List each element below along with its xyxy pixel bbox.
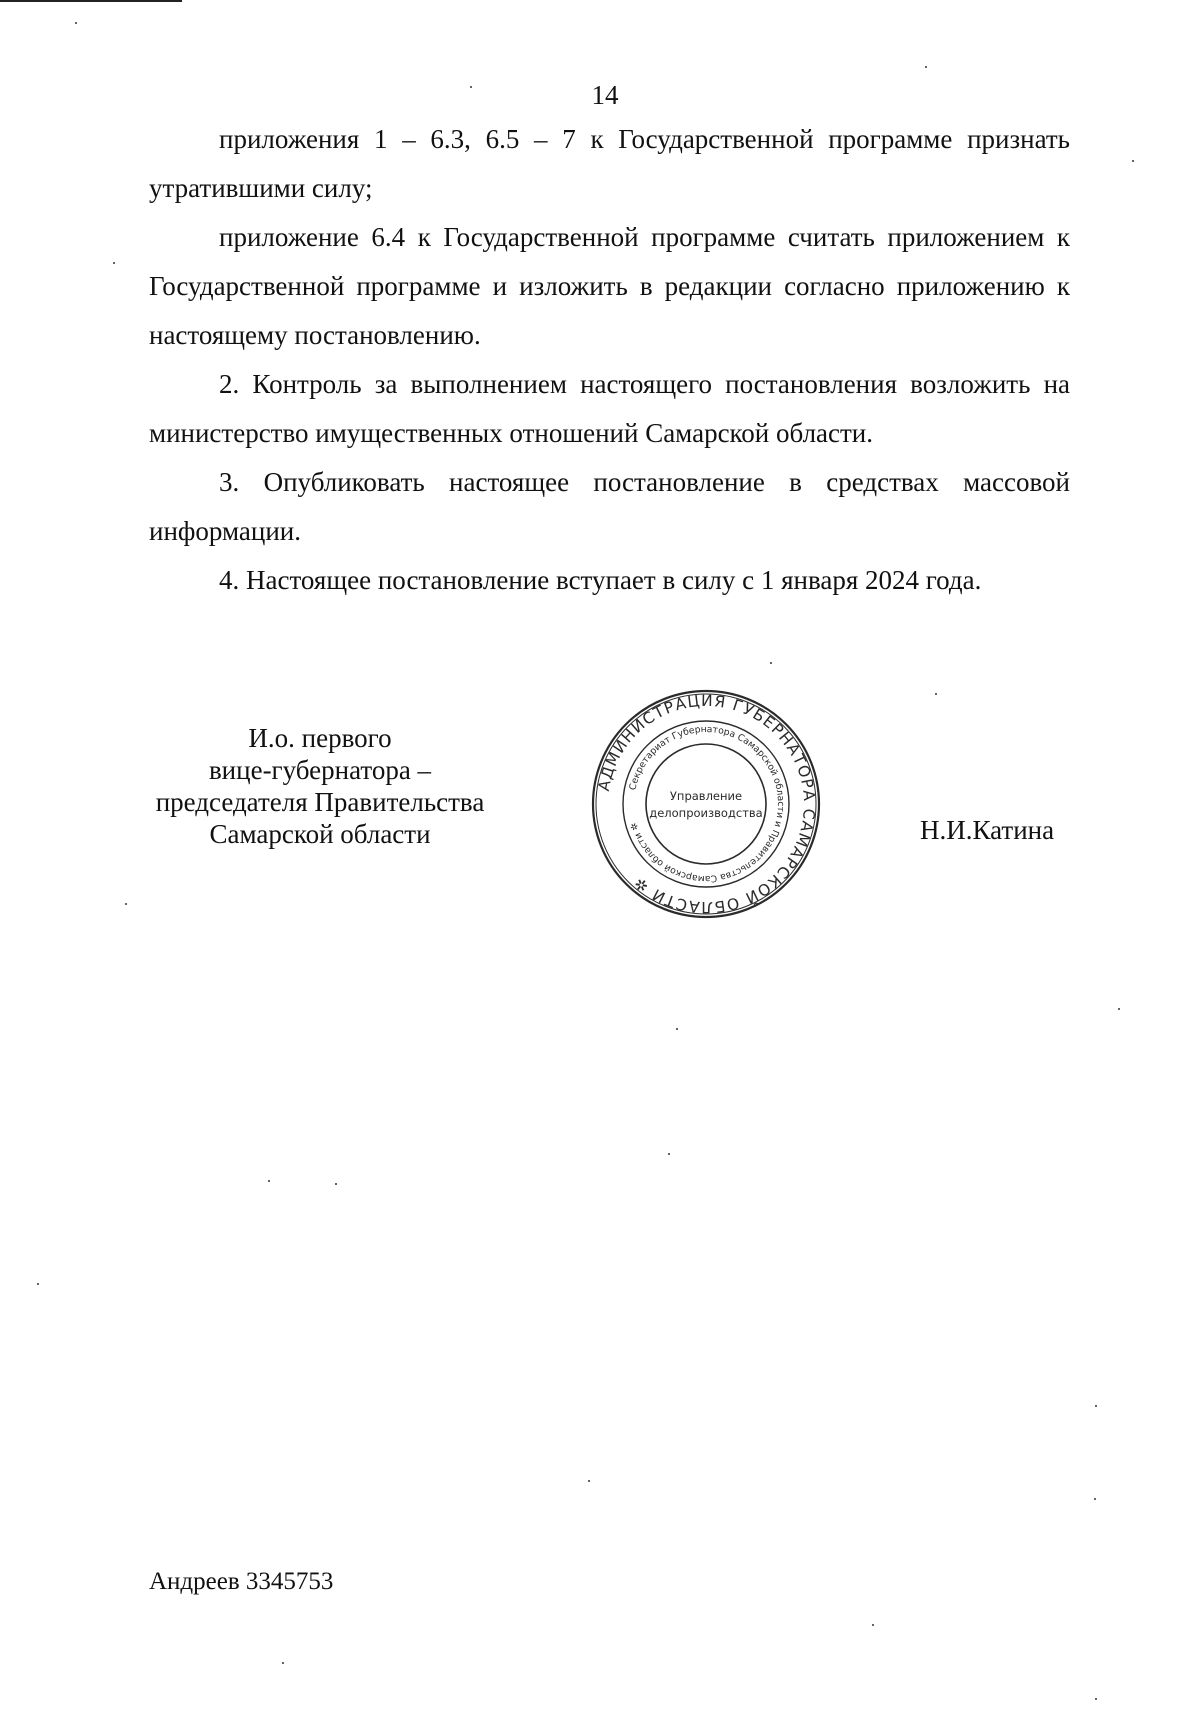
scan-speck [1095,1405,1097,1407]
scan-speck [588,1480,590,1482]
scan-speck [668,1153,670,1155]
stamp-outer-text: АДМИНИСТРАЦИЯ ГУБЕРНАТОРА САМАРСКОЙ ОБЛАСТИ ✲ [594,691,819,917]
scan-speck [1132,160,1134,162]
paragraph-appendix-6-4: приложение 6.4 к Государственной программе считать приложением к Государственной программе и изложить в редакции согласно приложению к настоящему постановлению. [149,222,1070,350]
signatory-position-line: председателя Правительства [155,787,485,817]
scan-edge-line [0,0,182,2]
paragraph-control-clause: 2. Контроль за выполнением настоящего постановления возложить на министерство имущественных отношений Самарской области. [149,369,1070,448]
paragraph-effective-date: 4. Настоящее постановление вступает в силу с 1 января 2024 года. [219,565,982,595]
signatory-position-line: И.о. первого [248,723,392,753]
page-number: 14 [591,80,619,110]
scan-speck [470,86,472,88]
scan-speck [335,1183,337,1185]
scan-speck [282,1662,284,1664]
paragraph-annulment-line: приложения 1 – 6.3, 6.5 – 7 к Государственной программе признать [219,124,1070,154]
scan-speck [770,662,772,664]
scan-speck [125,903,127,905]
scan-speck [1095,1698,1097,1700]
decree-body [149,115,1070,605]
signatory-position [140,722,500,850]
stamp-center-line: Управление [669,789,743,803]
signatory-position-line: вице-губернатора – [208,755,432,785]
paragraph-publication-clause: 3. Опубликовать настоящее постановление в средствах массовой информации. [149,467,1070,546]
scan-speck [37,1283,39,1285]
scan-speck [1118,1008,1120,1010]
stamp-center-line: делопроизводства [649,806,763,820]
signatory-name: Н.И.Катина [920,815,1055,845]
paragraph-annulment-continuation: утратившими силу; [149,173,373,203]
scan-speck [925,66,927,68]
scan-speck [113,262,115,264]
scan-speck [872,1624,874,1626]
scan-speck [1094,1498,1096,1500]
scan-speck [935,693,937,695]
scan-speck [268,1180,270,1182]
executor-contact: Андреев 3345753 [149,1568,334,1595]
scan-speck [75,22,77,24]
signatory-position-line: Самарской области [209,819,431,849]
official-seal-stamp [590,688,822,920]
scan-speck [676,1028,678,1030]
stamp-inner-text: Секретариат Губернатора Самарской области и Правительства Самарской области ✲ [627,723,787,885]
svg-text:Секретариат Губернатора Самарс [627,724,786,884]
